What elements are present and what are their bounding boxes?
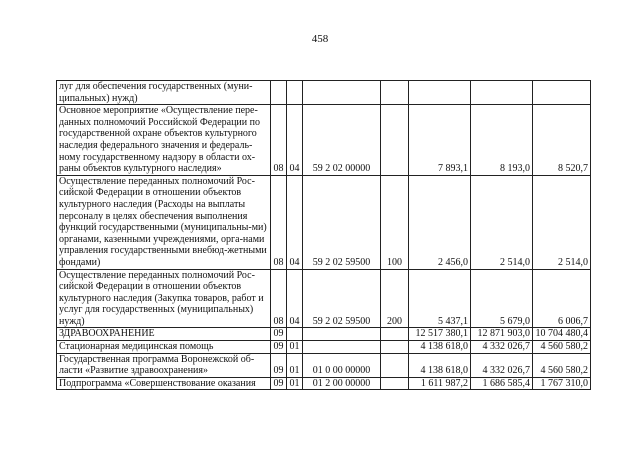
- budget-table-body: [57, 81, 591, 390]
- amount-cell-2: 4 332 026,7: [471, 353, 533, 377]
- amount-cell-3: 10 704 480,4: [533, 328, 591, 341]
- page-number: 458: [311, 33, 329, 45]
- row-name-cell: луг для обеспечения государственных (муни-ципальных) нужд): [57, 81, 271, 105]
- table-row: [57, 377, 591, 390]
- amount-cell-2: 1 686 585,4: [471, 377, 533, 390]
- table-row: [57, 175, 591, 269]
- section-code-cell: 09: [271, 341, 287, 354]
- expense-type-cell: [381, 377, 409, 390]
- target-article-cell: [303, 328, 381, 341]
- table-row: [57, 341, 591, 354]
- amount-cell-2: 2 514,0: [471, 175, 533, 269]
- section-code-cell: 09: [271, 328, 287, 341]
- table-row: [57, 105, 591, 176]
- row-name-cell: Государственная программа Воронежской об-ласти «Развитие здравоохранения»: [57, 353, 271, 377]
- table-row: [57, 81, 591, 105]
- target-article-cell: 01 0 00 00000: [303, 353, 381, 377]
- target-article-cell: 59 2 02 00000: [303, 105, 381, 176]
- section-code-cell: 09: [271, 377, 287, 390]
- target-article-cell: 01 2 00 00000: [303, 377, 381, 390]
- amount-cell-1: [409, 81, 471, 105]
- amount-cell-1: 4 138 618,0: [409, 341, 471, 354]
- section-code-cell: 08: [271, 269, 287, 328]
- target-article-cell: 59 2 02 59500: [303, 175, 381, 269]
- subsection-code-cell: 01: [287, 377, 303, 390]
- amount-cell-3: 4 560 580,2: [533, 353, 591, 377]
- target-article-cell: [303, 341, 381, 354]
- section-code-cell: 09: [271, 353, 287, 377]
- row-name-cell: ЗДРАВООХРАНЕНИЕ: [57, 328, 271, 341]
- amount-cell-3: 8 520,7: [533, 105, 591, 176]
- subsection-code-cell: [287, 328, 303, 341]
- section-code-cell: 08: [271, 105, 287, 176]
- expense-type-cell: [381, 105, 409, 176]
- amount-cell-1: 12 517 380,1: [409, 328, 471, 341]
- subsection-code-cell: 01: [287, 341, 303, 354]
- subsection-code-cell: [287, 81, 303, 105]
- row-name-cell: Основное мероприятие «Осуществление пере-данных полномочий Российской Федерации по государственной охране объектов культурного наследия федерального значения и федераль-ному государственному надзору в области ох-раны объектов культурного наследия»: [57, 105, 271, 176]
- subsection-code-cell: 04: [287, 175, 303, 269]
- target-article-cell: [303, 81, 381, 105]
- amount-cell-1: 2 456,0: [409, 175, 471, 269]
- row-name-cell: Осуществление переданных полномочий Рос-сийской Федерации в отношении объектов культурного наследия (Закупка товаров, работ и услуг для государственных (муниципальных) нужд): [57, 269, 271, 328]
- amount-cell-1: 7 893,1: [409, 105, 471, 176]
- amount-cell-1: 4 138 618,0: [409, 353, 471, 377]
- row-name-cell: Подпрограмма «Совершенствование оказания: [57, 377, 271, 390]
- expense-type-cell: [381, 328, 409, 341]
- table-row: [57, 328, 591, 341]
- expense-type-cell: 200: [381, 269, 409, 328]
- budget-table: [56, 80, 591, 390]
- expense-type-cell: [381, 81, 409, 105]
- amount-cell-2: [471, 81, 533, 105]
- expense-type-cell: 100: [381, 175, 409, 269]
- section-code-cell: [271, 81, 287, 105]
- amount-cell-2: 5 679,0: [471, 269, 533, 328]
- amount-cell-3: 4 560 580,2: [533, 341, 591, 354]
- subsection-code-cell: 01: [287, 353, 303, 377]
- table-row: [57, 353, 591, 377]
- amount-cell-2: 8 193,0: [471, 105, 533, 176]
- subsection-code-cell: 04: [287, 105, 303, 176]
- table-row: [57, 269, 591, 328]
- subsection-code-cell: 04: [287, 269, 303, 328]
- amount-cell-3: 6 006,7: [533, 269, 591, 328]
- amount-cell-3: [533, 81, 591, 105]
- expense-type-cell: [381, 341, 409, 354]
- amount-cell-1: 5 437,1: [409, 269, 471, 328]
- target-article-cell: 59 2 02 59500: [303, 269, 381, 328]
- row-name-cell: Осуществление переданных полномочий Рос-сийской Федерации в отношении объектов культурного наследия (Расходы на выплаты персоналу в целях обеспечения выполнения функций государственными (муниципальны-ми) органами, казенными учреждениями, орга-нами управления государственными внебюд-жетными фондами): [57, 175, 271, 269]
- expense-type-cell: [381, 353, 409, 377]
- amount-cell-1: 1 611 987,2: [409, 377, 471, 390]
- section-code-cell: 08: [271, 175, 287, 269]
- amount-cell-3: 2 514,0: [533, 175, 591, 269]
- amount-cell-3: 1 767 310,0: [533, 377, 591, 390]
- amount-cell-2: 12 871 903,0: [471, 328, 533, 341]
- amount-cell-2: 4 332 026,7: [471, 341, 533, 354]
- row-name-cell: Стационарная медицинская помощь: [57, 341, 271, 354]
